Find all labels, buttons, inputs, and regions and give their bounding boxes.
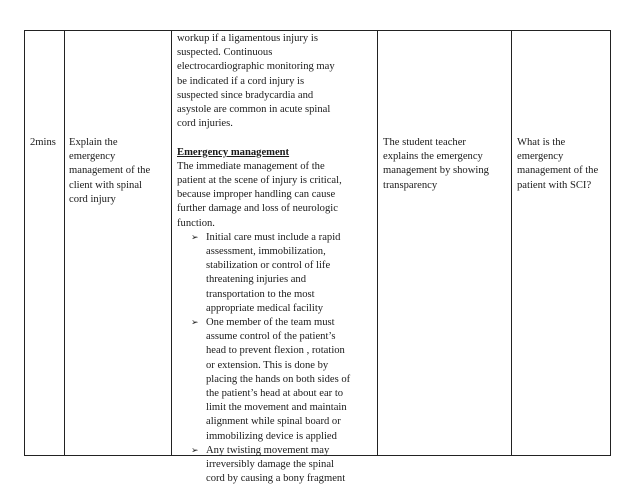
content-line: suspected. Continuous (177, 47, 273, 59)
table-border-3 (377, 30, 378, 455)
bullet-line: the patient’s head at about ear to (206, 388, 344, 400)
arrow-bullet-icon: ➢ (191, 445, 199, 456)
bullet-line: assume control of the patient’s (206, 331, 336, 343)
content-line: be indicated if a cord injury is (177, 75, 305, 87)
table-border-right (610, 30, 611, 455)
teaching-line: management by showing (383, 165, 489, 177)
bullet-line: One member of the team must (206, 317, 335, 329)
content-line: function. (177, 217, 215, 229)
objective-cell (69, 136, 167, 207)
bullet-line: Initial care must include a rapid (206, 231, 341, 243)
bullet-line: appropriate medical facility (206, 302, 324, 314)
content-line: workup if a ligamentous injury is (177, 33, 318, 44)
emergency-management-heading: Emergency management (177, 146, 290, 158)
table-border-left (24, 30, 25, 455)
bullet-line: cord by causing a bony fragment (206, 473, 346, 485)
table-border-4 (511, 30, 512, 455)
spacer (177, 131, 374, 145)
bullet-item (177, 316, 374, 444)
bullet-line: stabilization or control of life (206, 260, 331, 272)
teaching-activity-cell (383, 136, 507, 193)
bullet-line: immobilizing device is applied (206, 430, 337, 442)
bullet-line: threatening injuries and (206, 274, 307, 286)
bullet-line: Any twisting movement may (206, 444, 330, 456)
content-cell (177, 32, 374, 487)
arrow-bullet-icon: ➢ (191, 232, 199, 243)
time-text: 2mins (30, 137, 56, 148)
bullet-line: transportation to the most (206, 288, 315, 300)
bullet-line: limit the movement and maintain (206, 402, 347, 414)
bullet-line: placing the hands on both sides of (206, 373, 351, 385)
objective-line: client with spinal (69, 179, 142, 191)
content-line: suspected since bradycardia and (177, 89, 314, 101)
teaching-line: explains the emergency (383, 151, 483, 163)
content-line: asystole are common in acute spinal (177, 104, 331, 116)
bullet-line: irreversibly damage the spinal (206, 459, 334, 471)
objective-line: management of the (69, 165, 151, 177)
bullet-item (177, 231, 374, 316)
content-line: patient at the scene of injury is critical, (177, 175, 342, 187)
objective-line: emergency (69, 151, 116, 163)
table-border-2 (171, 30, 172, 455)
content-line: cord injuries. (177, 118, 233, 130)
objective-line: cord injury (69, 193, 116, 205)
table-top-border (24, 30, 611, 31)
teaching-line: transparency (383, 179, 438, 191)
table-border-1 (64, 30, 65, 455)
evaluation-line: What is the (517, 137, 566, 148)
time-cell (30, 136, 64, 150)
content-line: electrocardiographic monitoring may (177, 61, 335, 73)
evaluation-line: patient with SCI? (517, 179, 592, 191)
teaching-line: The student teacher (383, 137, 466, 148)
bullet-line: head to prevent flexion , rotation (206, 345, 345, 357)
objective-line: Explain the (69, 137, 118, 148)
evaluation-line: management of the (517, 165, 599, 177)
bullet-line: or extension. This is done by (206, 359, 329, 371)
evaluation-cell (517, 136, 609, 193)
bullet-line: assessment, immobilization, (206, 246, 326, 258)
content-line: further damage and loss of neurologic (177, 203, 338, 215)
content-line: The immediate management of the (177, 160, 325, 172)
evaluation-line: emergency (517, 151, 564, 163)
content-line: because improper handling can cause (177, 189, 336, 201)
bullet-item (177, 444, 374, 487)
bullet-line: alignment while spinal board or (206, 416, 341, 428)
arrow-bullet-icon: ➢ (191, 318, 199, 329)
